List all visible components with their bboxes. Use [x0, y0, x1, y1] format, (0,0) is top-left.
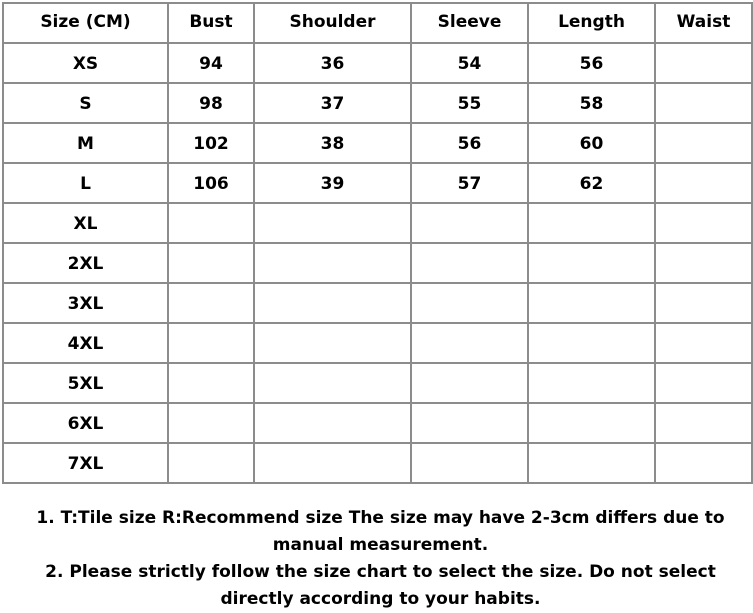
cell-shoulder [254, 363, 411, 403]
table-row [3, 163, 752, 203]
cell-shoulder [254, 403, 411, 443]
cell-waist [655, 83, 752, 123]
cell-size: 2XL [3, 243, 168, 283]
cell-bust: 94 [168, 43, 254, 83]
cell-shoulder [254, 443, 411, 483]
cell-length [528, 283, 655, 323]
cell-bust [168, 243, 254, 283]
cell-bust [168, 403, 254, 443]
cell-bust: 98 [168, 83, 254, 123]
cell-shoulder: 38 [254, 123, 411, 163]
table-row [3, 403, 752, 443]
cell-bust: 106 [168, 163, 254, 203]
cell-length [528, 363, 655, 403]
table-row [3, 443, 752, 483]
cell-size: 6XL [3, 403, 168, 443]
cell-waist [655, 443, 752, 483]
cell-size: 5XL [3, 363, 168, 403]
cell-length [528, 323, 655, 363]
cell-size: 7XL [3, 443, 168, 483]
cell-length: 62 [528, 163, 655, 203]
header-bust: Bust [168, 3, 254, 43]
cell-length [528, 243, 655, 283]
cell-waist [655, 123, 752, 163]
cell-bust [168, 443, 254, 483]
note-follow-size-chart: 2. Please strictly follow the size chart to select the size. Do not select directly according to your habits. [45, 562, 716, 609]
cell-bust [168, 203, 254, 243]
table-row [3, 283, 752, 323]
header-waist: Waist [655, 3, 752, 43]
cell-waist [655, 403, 752, 443]
size-chart-table [2, 2, 753, 484]
cell-shoulder: 37 [254, 83, 411, 123]
cell-sleeve [411, 243, 528, 283]
cell-sleeve: 56 [411, 123, 528, 163]
cell-length [528, 403, 655, 443]
cell-bust [168, 323, 254, 363]
cell-bust [168, 363, 254, 403]
table-row [3, 323, 752, 363]
note-manual-measurement: 1. T:Tile size R:Recommend size The size may have 2-3cm differs due to manual measurement. [36, 508, 725, 555]
table-row [3, 203, 752, 243]
cell-waist [655, 363, 752, 403]
cell-size: 3XL [3, 283, 168, 323]
cell-length: 56 [528, 43, 655, 83]
table-body [3, 43, 752, 483]
header-length: Length [528, 3, 655, 43]
cell-shoulder: 36 [254, 43, 411, 83]
cell-bust [168, 283, 254, 323]
cell-sleeve: 55 [411, 83, 528, 123]
table-row [3, 83, 752, 123]
cell-bust: 102 [168, 123, 254, 163]
cell-shoulder [254, 323, 411, 363]
cell-sleeve [411, 363, 528, 403]
cell-sleeve [411, 323, 528, 363]
header-shoulder: Shoulder [254, 3, 411, 43]
header-sleeve: Sleeve [411, 3, 528, 43]
size-notes [8, 505, 753, 613]
cell-length: 60 [528, 123, 655, 163]
cell-length: 58 [528, 83, 655, 123]
cell-size: S [3, 83, 168, 123]
cell-shoulder [254, 283, 411, 323]
cell-length [528, 443, 655, 483]
table-row [3, 243, 752, 283]
table-row [3, 43, 752, 83]
cell-waist [655, 283, 752, 323]
cell-length [528, 203, 655, 243]
cell-waist [655, 243, 752, 283]
cell-shoulder [254, 203, 411, 243]
cell-size: M [3, 123, 168, 163]
cell-size: XL [3, 203, 168, 243]
cell-sleeve [411, 203, 528, 243]
cell-waist [655, 43, 752, 83]
cell-shoulder [254, 243, 411, 283]
cell-waist [655, 323, 752, 363]
cell-size: L [3, 163, 168, 203]
header-size: Size (CM) [3, 3, 168, 43]
cell-shoulder: 39 [254, 163, 411, 203]
table-row [3, 363, 752, 403]
cell-sleeve [411, 403, 528, 443]
cell-sleeve [411, 283, 528, 323]
table-header [3, 3, 752, 43]
cell-sleeve: 54 [411, 43, 528, 83]
cell-sleeve [411, 443, 528, 483]
cell-waist [655, 203, 752, 243]
cell-waist [655, 163, 752, 203]
header-row [3, 3, 752, 43]
cell-size: XS [3, 43, 168, 83]
cell-sleeve: 57 [411, 163, 528, 203]
cell-size: 4XL [3, 323, 168, 363]
table-row [3, 123, 752, 163]
